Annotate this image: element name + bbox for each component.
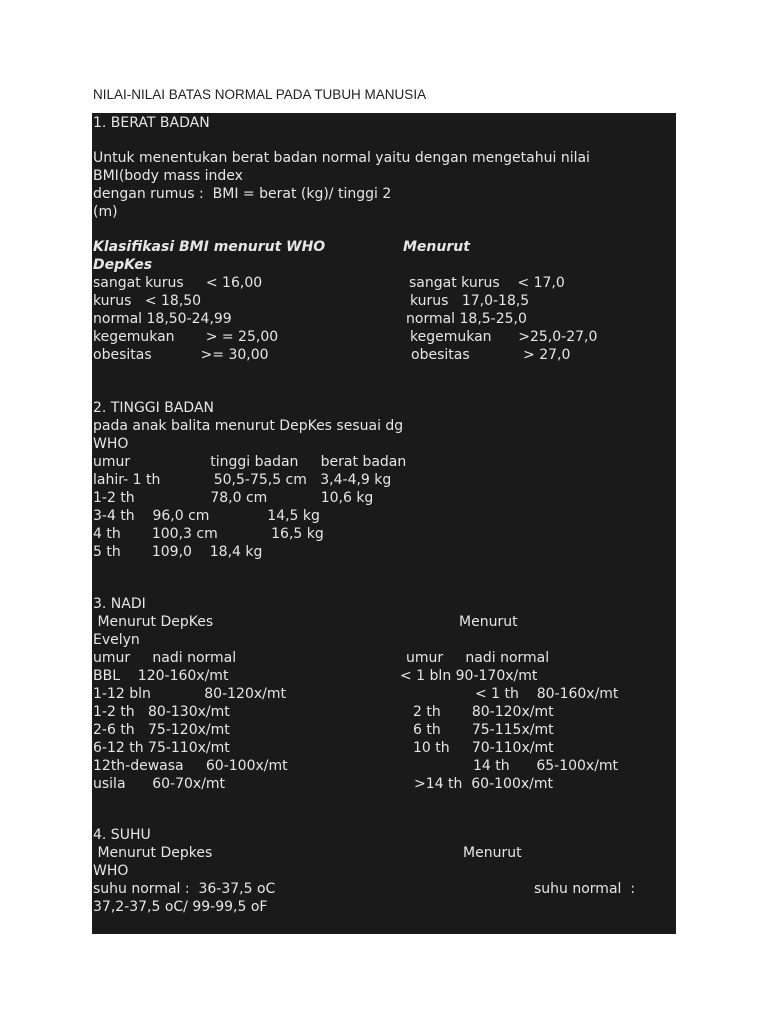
who-bmi-row: kurus < 18,50 bbox=[93, 293, 202, 309]
depkes-bmi-row: normal 18,5-25,0 bbox=[406, 311, 527, 327]
nadi-evelyn-row: umur nadi normal bbox=[406, 650, 550, 666]
depkes-bmi-row: kegemukan >25,0-27,0 bbox=[410, 329, 598, 345]
tinggi-table-row: umur tinggi badan berat badan bbox=[93, 454, 407, 470]
nadi-evelyn-row: 10 th 70-110x/mt bbox=[413, 740, 554, 756]
nadi-evelyn-row: 6 th 75-115x/mt bbox=[413, 722, 554, 738]
depkes-bmi-row: obesitas > 27,0 bbox=[411, 347, 571, 363]
nadi-depkes-row: 2-6 th 75-120x/mt bbox=[93, 722, 230, 738]
suhu-menurut-header: Menurut bbox=[463, 845, 522, 861]
who-classification-heading: Klasifikasi BMI menurut WHO bbox=[93, 239, 326, 255]
menurut-heading: Menurut bbox=[403, 239, 470, 255]
who-bmi-row: obesitas >= 30,00 bbox=[93, 347, 269, 363]
tinggi-intro-line-2: WHO bbox=[93, 436, 129, 452]
suhu-depkes-header: Menurut Depkes bbox=[93, 845, 213, 861]
suhu-depkes-normal: suhu normal : 36-37,5 oC bbox=[93, 881, 276, 897]
section-heading-tinggi-badan: 2. TINGGI BADAN bbox=[93, 400, 215, 416]
suhu-who-normal-value: 37,2-37,5 oC/ 99-99,5 oF bbox=[93, 899, 268, 915]
nadi-depkes-row: 1-12 bln 80-120x/mt bbox=[93, 686, 286, 702]
who-bmi-row: normal 18,50-24,99 bbox=[93, 311, 232, 327]
document-title: NILAI-NILAI BATAS NORMAL PADA TUBUH MANUSIA bbox=[93, 87, 427, 102]
nadi-evelyn-row: >14 th 60-100x/mt bbox=[414, 776, 553, 792]
nadi-depkes-row: usila 60-70x/mt bbox=[93, 776, 226, 792]
nadi-evelyn-row: 14 th 65-100x/mt bbox=[473, 758, 619, 774]
nadi-depkes-header: Menurut DepKes bbox=[93, 614, 214, 630]
bmi-intro-line-2: BMI(body mass index bbox=[93, 168, 243, 184]
nadi-evelyn-header: Evelyn bbox=[93, 632, 140, 648]
depkes-bmi-row: kurus 17,0-18,5 bbox=[410, 293, 530, 309]
section-heading-berat-badan: 1. BERAT BADAN bbox=[93, 115, 210, 131]
section-heading-nadi: 3. NADI bbox=[93, 596, 146, 612]
nadi-depkes-row: BBL 120-160x/mt bbox=[93, 668, 229, 684]
section-heading-suhu: 4. SUHU bbox=[93, 827, 151, 843]
who-bmi-row: kegemukan > = 25,00 bbox=[93, 329, 279, 345]
nadi-evelyn-row: < 1 bln 90-170x/mt bbox=[400, 668, 538, 684]
tinggi-table-row: 5 th 109,0 18,4 kg bbox=[93, 544, 263, 560]
suhu-who-header: WHO bbox=[93, 863, 129, 879]
nadi-evelyn-row: 2 th 80-120x/mt bbox=[413, 704, 554, 720]
tinggi-table-row: 3-4 th 96,0 cm 14,5 kg bbox=[93, 508, 320, 524]
nadi-evelyn-row: < 1 th 80-160x/mt bbox=[475, 686, 619, 702]
nadi-depkes-row: 6-12 th 75-110x/mt bbox=[93, 740, 230, 756]
content-panel bbox=[92, 113, 676, 934]
nadi-depkes-row: 12th-dewasa 60-100x/mt bbox=[93, 758, 288, 774]
bmi-intro-line-4: (m) bbox=[93, 204, 118, 220]
suhu-who-normal-label: suhu normal : bbox=[534, 881, 636, 897]
tinggi-table-row: 1-2 th 78,0 cm 10,6 kg bbox=[93, 490, 374, 506]
depkes-heading: DepKes bbox=[93, 257, 153, 273]
bmi-intro-line-3: dengan rumus : BMI = berat (kg)/ tinggi 2 bbox=[93, 186, 392, 202]
tinggi-table-row: 4 th 100,3 cm 16,5 kg bbox=[93, 526, 324, 542]
nadi-depkes-row: 1-2 th 80-130x/mt bbox=[93, 704, 230, 720]
who-bmi-row: sangat kurus < 16,00 bbox=[93, 275, 263, 291]
bmi-intro-line-1: Untuk menentukan berat badan normal yaitu dengan mengetahui nilai bbox=[93, 150, 590, 166]
depkes-bmi-row: sangat kurus < 17,0 bbox=[409, 275, 565, 291]
nadi-menurut-header: Menurut bbox=[459, 614, 518, 630]
tinggi-intro-line-1: pada anak balita menurut DepKes sesuai dg bbox=[93, 418, 404, 434]
nadi-depkes-row: umur nadi normal bbox=[93, 650, 237, 666]
tinggi-table-row: lahir- 1 th 50,5-75,5 cm 3,4-4,9 kg bbox=[93, 472, 392, 488]
